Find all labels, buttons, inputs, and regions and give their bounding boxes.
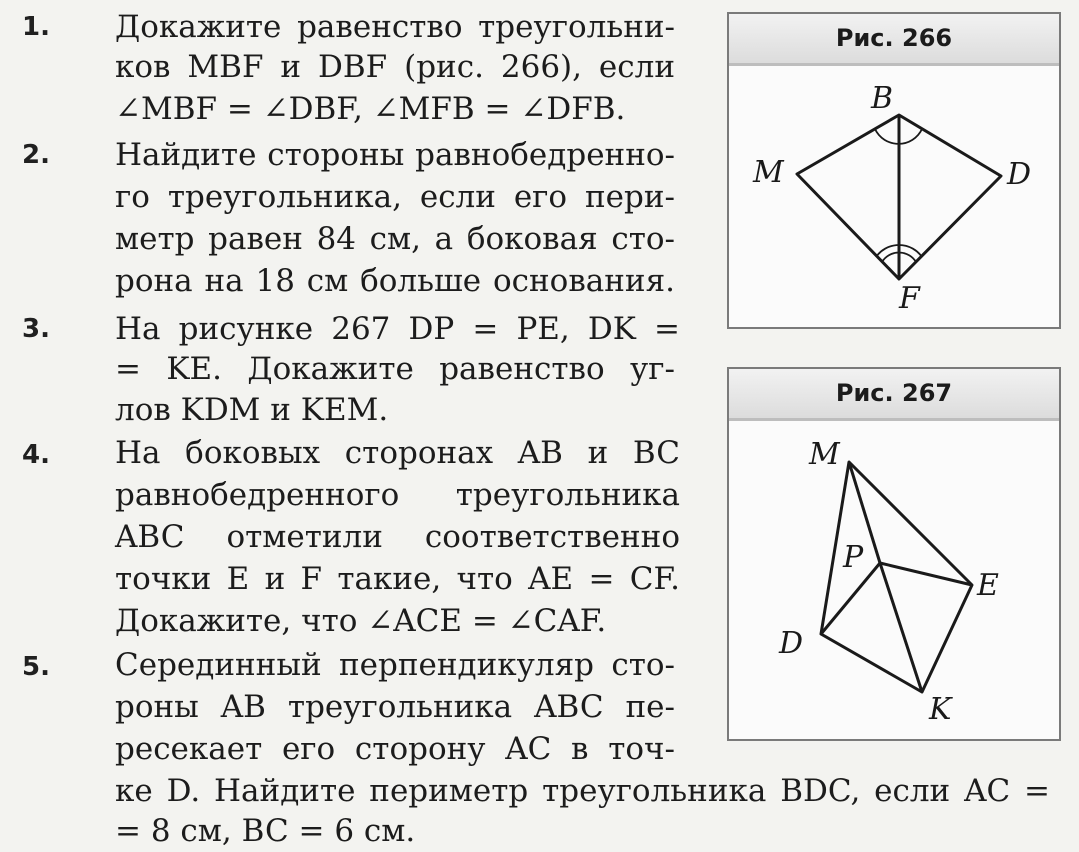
problem-number: 4. bbox=[22, 440, 50, 470]
problem-text-line: равнобедренного треугольника bbox=[115, 477, 680, 513]
figure-title: Рис. 266 bbox=[835, 24, 953, 52]
problem-text-line: = 8 см, BC = 6 см. bbox=[115, 813, 416, 849]
problem-text-line: ков MBF и DBF (рис. 266), если bbox=[115, 49, 675, 85]
figure-267-drawing bbox=[729, 369, 1059, 739]
problem-text-line: Найдите стороны равнобедренно- bbox=[115, 137, 675, 173]
problem-text-line: Докажите, что ∠ACE = ∠CAF. bbox=[115, 603, 607, 639]
problem-text-line: ∠MBF = ∠DBF, ∠MFB = ∠DFB. bbox=[115, 91, 626, 127]
problem-text-line: На рисунке 267 DP = PE, DK = bbox=[115, 311, 680, 347]
figure-266 bbox=[727, 12, 1061, 329]
problem-number: 3. bbox=[22, 314, 50, 344]
point-label-m: M bbox=[753, 155, 784, 190]
problem-text-line: метр равен 84 см, а боковая сто- bbox=[115, 221, 675, 257]
point-label-d: D bbox=[779, 626, 804, 661]
problem-text-line: ресекает его сторону AC в точ- bbox=[115, 731, 675, 767]
segment-pe bbox=[880, 563, 972, 585]
problem-number: 5. bbox=[22, 652, 50, 682]
problem-text-line: рона на 18 см больше основания. bbox=[115, 263, 675, 299]
problem-text-line: точки E и F такие, что AE = CF. bbox=[115, 561, 680, 597]
problem-text-line: ABC отметили соответственно bbox=[115, 519, 680, 555]
problem-text-line: ке D. Найдите периметр треугольника BDC, если AC = bbox=[115, 773, 1050, 809]
problem-text-line: лов KDM и KEM. bbox=[115, 392, 389, 428]
problem-text-line: роны AB треугольника ABC пе- bbox=[115, 689, 675, 725]
point-label-p: P bbox=[843, 540, 864, 575]
figure-title: Рис. 267 bbox=[835, 379, 953, 407]
point-label-d: D bbox=[1007, 157, 1032, 192]
problem-number: 1. bbox=[22, 12, 50, 42]
point-label-k: K bbox=[929, 692, 952, 727]
point-label-e: E bbox=[977, 568, 999, 603]
problem-text-line: На боковых сторонах AB и BC bbox=[115, 435, 680, 471]
point-label-b: B bbox=[871, 81, 894, 116]
figure-267 bbox=[727, 367, 1061, 741]
problem-text-line: Докажите равенство треугольни- bbox=[115, 9, 675, 45]
problem-text-line: го треугольника, если его пери- bbox=[115, 179, 675, 215]
problem-text-line: = KE. Докажите равенство уг- bbox=[115, 351, 675, 387]
figure-266-drawing bbox=[729, 14, 1059, 327]
quadrilateral-mekd bbox=[821, 462, 972, 692]
problem-text-line: Серединный перпендикуляр сто- bbox=[115, 647, 675, 683]
point-label-m: M bbox=[809, 437, 840, 472]
problem-number: 2. bbox=[22, 140, 50, 170]
point-label-f: F bbox=[899, 281, 920, 316]
